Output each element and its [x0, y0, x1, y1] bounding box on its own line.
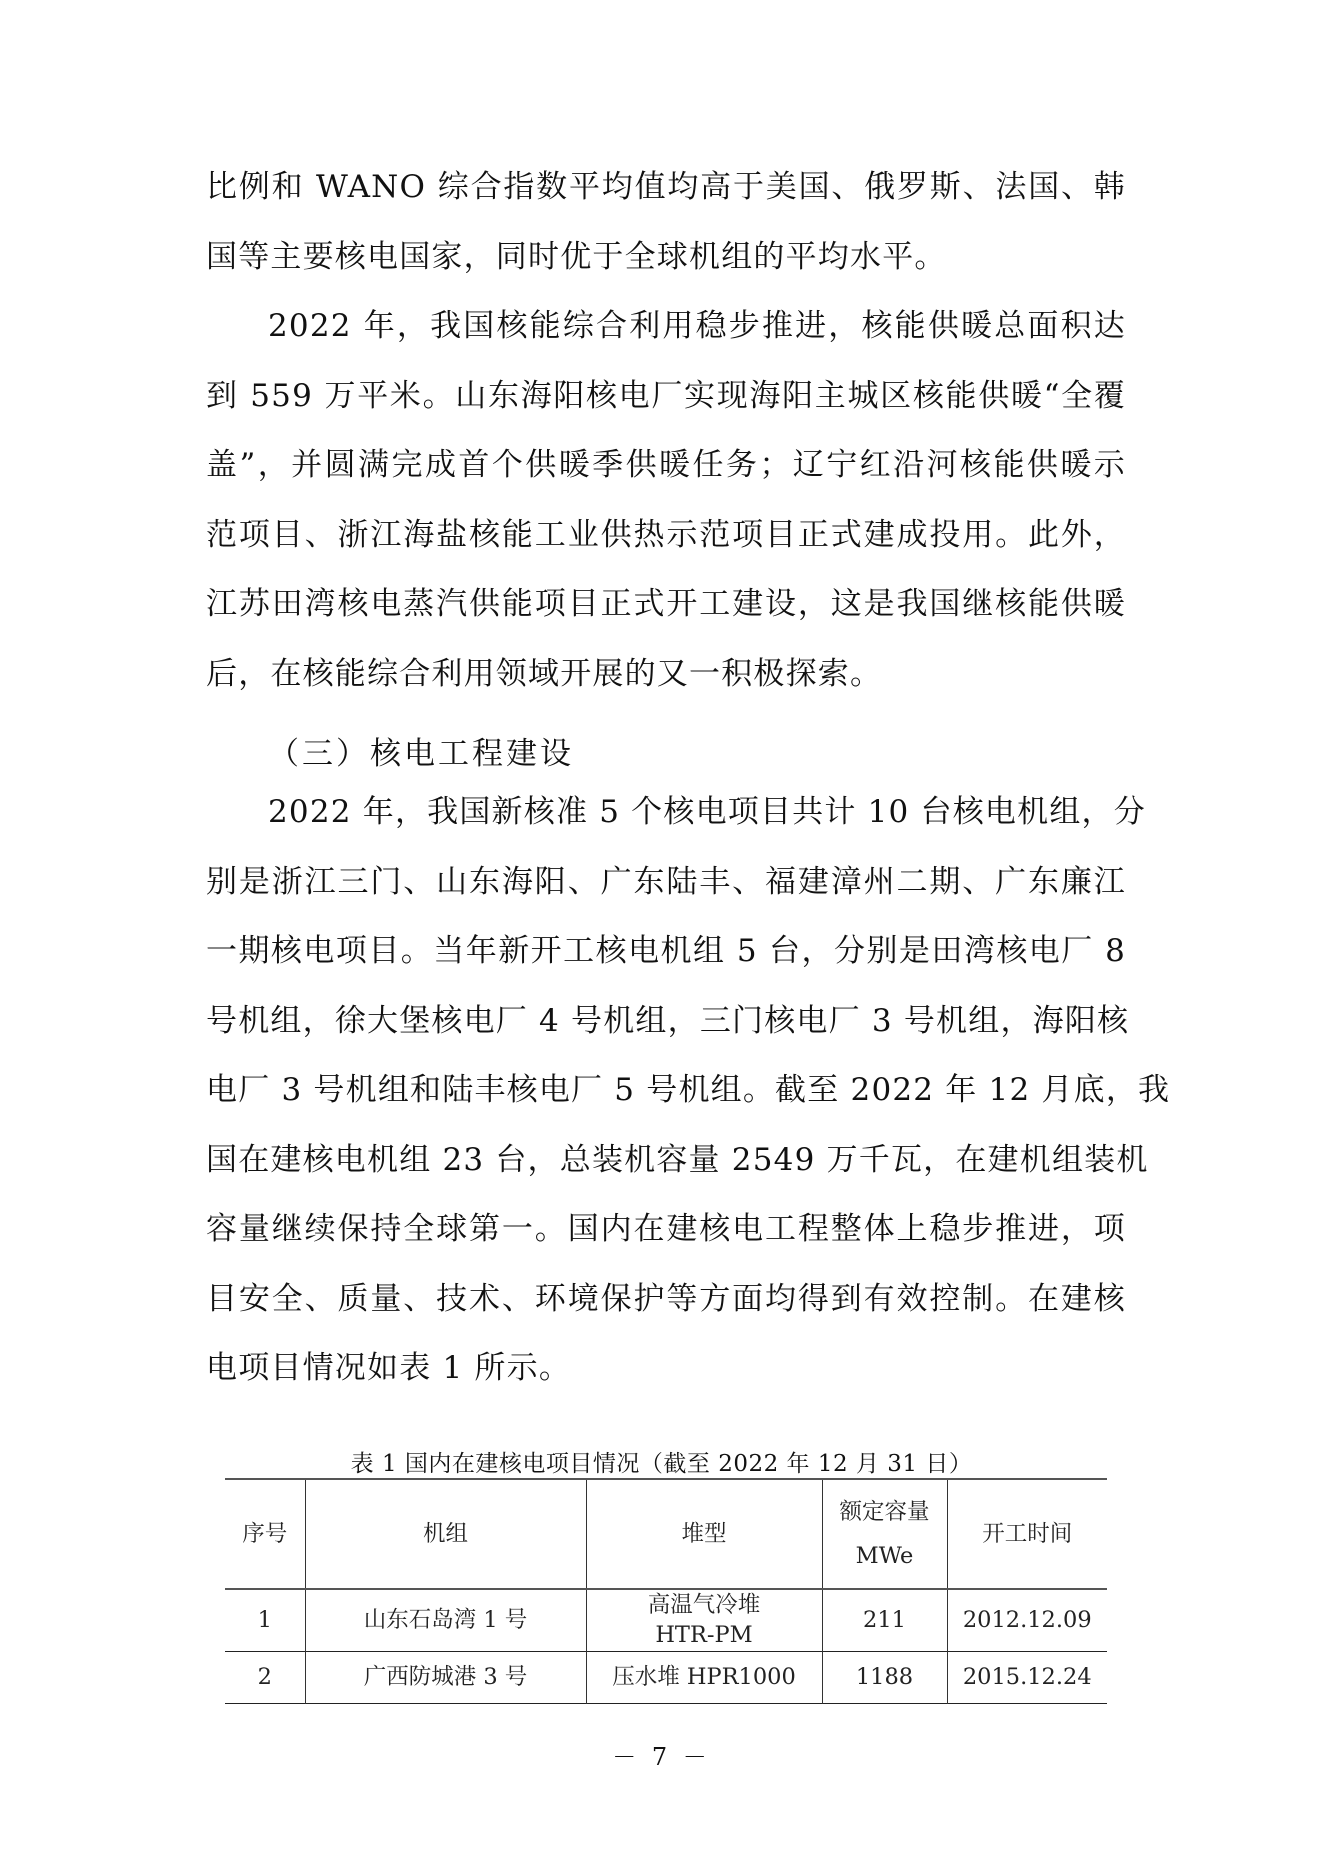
text-line: 2022 年，我国新核准 5 个核电项目共计 10 台核电机组，分 [268, 794, 1146, 830]
text-line: 国在建核电机组 23 台，总装机容量 2549 万千瓦，在建机组装机 [206, 1141, 1149, 1178]
text-line: 容量继续保持全球第一。国内在建核电工程整体上稳步推进，项 [206, 1211, 1126, 1247]
table-header-row [225, 1479, 1107, 1589]
text-line: 目安全、质量、技术、环境保护等方面均得到有效控制。在建核 [206, 1280, 1126, 1317]
text-line: 盖”，并圆满完成首个供暖季供暖任务；辽宁红沿河核能供暖示 [206, 447, 1126, 483]
reactor-type-line: 高温气冷堆 [647, 1592, 761, 1619]
text-line: 比例和 WANO 综合指数平均值均高于美国、俄罗斯、法国、韩 [206, 169, 1126, 205]
cell-capacity: 1188 [822, 1651, 947, 1703]
cell-index: 2 [225, 1651, 305, 1703]
cell-reactor-type [586, 1589, 822, 1651]
text-line: 到 559 万平米。山东海阳核电厂实现海阳主城区核能供暖“全覆 [206, 377, 1126, 414]
cell-index: 1 [225, 1589, 305, 1651]
cell-capacity: 211 [822, 1589, 947, 1651]
paragraph-construction [206, 778, 1171, 1404]
cell-start-date: 2015.12.24 [947, 1651, 1107, 1703]
paragraph-comprehensive-utilization [206, 292, 1126, 709]
text-line: 范项目、浙江海盐核能工业供热示范项目正式建成投用。此外， [206, 516, 1126, 553]
header-start-date: 开工时间 [947, 1479, 1107, 1589]
text-line: 江苏田湾核电蒸汽供能项目正式开工建设，这是我国继核能供暖 [206, 586, 1126, 622]
header-capacity-label: 额定容量 [839, 1499, 930, 1525]
section-heading: （三）核电工程建设 [268, 736, 574, 772]
text-line: 电厂 3 号机组和陆丰核电厂 5 号机组。截至 2022 年 12 月底，我 [206, 1072, 1171, 1108]
header-capacity [822, 1479, 947, 1589]
cell-start-date: 2012.12.09 [947, 1589, 1107, 1651]
page-number: － 7 － [612, 1743, 711, 1771]
cell-unit: 山东石岛湾 1 号 [305, 1589, 586, 1651]
cell-reactor-type: 压水堆 HPR1000 [586, 1651, 822, 1703]
paragraph-wano-comparison [206, 153, 1126, 292]
projects-table [225, 1478, 1107, 1704]
header-reactor-type: 堆型 [586, 1479, 822, 1589]
reactor-type-line: HTR-PM [655, 1622, 753, 1649]
text-line: 别是浙江三门、山东海阳、广东陆丰、福建漳州二期、广东廉江 [206, 863, 1126, 900]
text-line: 后，在核能综合利用领域开展的又一积极探索。 [206, 655, 883, 692]
header-unit: 机组 [305, 1479, 586, 1589]
table-row [225, 1589, 1107, 1651]
header-index: 序号 [225, 1479, 305, 1589]
table-caption: 表 1 国内在建核电项目情况（截至 2022 年 12 月 31 日） [350, 1451, 973, 1477]
text-line: 国等主要核电国家，同时优于全球机组的平均水平。 [206, 238, 947, 275]
header-capacity-unit: MWe [855, 1543, 914, 1569]
text-line: 电项目情况如表 1 所示。 [206, 1350, 572, 1386]
cell-unit: 广西防城港 3 号 [305, 1651, 586, 1703]
text-line: 号机组，徐大堡核电厂 4 号机组，三门核电厂 3 号机组，海阳核 [206, 1002, 1130, 1039]
text-line: 一期核电项目。当年新开工核电机组 5 台，分别是田湾核电厂 8 [206, 933, 1126, 969]
table-row [225, 1651, 1107, 1703]
text-line: 2022 年，我国核能综合利用稳步推进，核能供暖总面积达 [268, 308, 1126, 344]
